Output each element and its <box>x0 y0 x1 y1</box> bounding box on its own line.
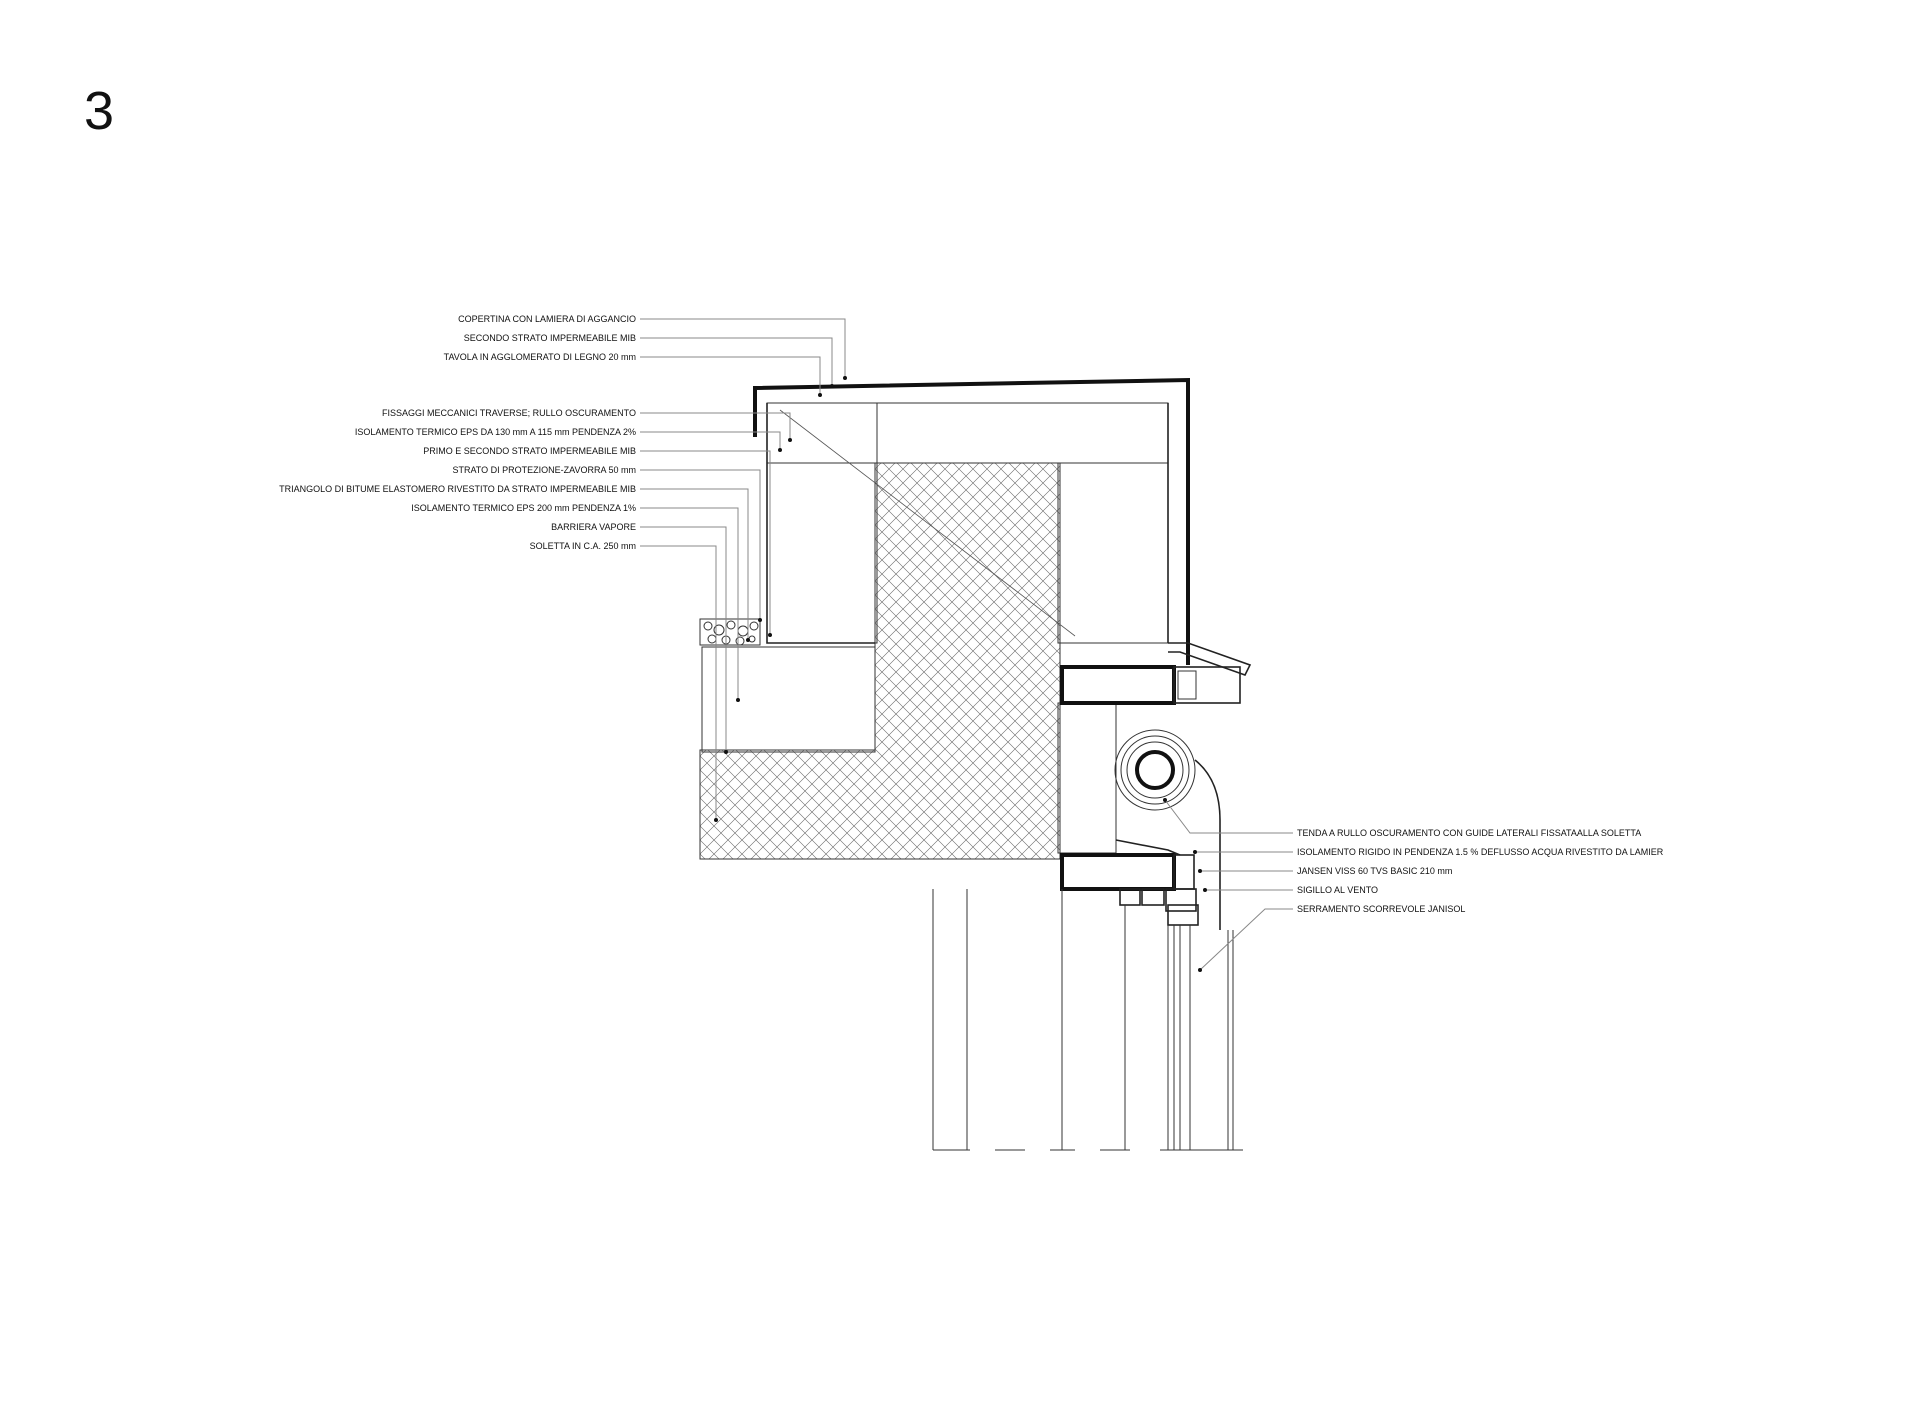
label-barriera-vapore: BARRIERA VAPORE <box>551 522 636 532</box>
label-tavola: TAVOLA IN AGGLOMERATO DI LEGNO 20 mm <box>443 352 636 362</box>
label-secondo-strato: SECONDO STRATO IMPERMEABILE MIB <box>463 333 636 343</box>
label-jansen-viss: JANSEN VISS 60 TVS BASIC 210 mm <box>1297 866 1453 876</box>
label-zavorra: STRATO DI PROTEZIONE-ZAVORRA 50 mm <box>452 465 636 475</box>
label-primo-secondo-strato: PRIMO E SECONDO STRATO IMPERMEABILE MIB <box>423 446 636 456</box>
left-labels <box>279 314 636 551</box>
label-triangolo-bitume: TRIANGOLO DI BITUME ELASTOMERO RIVESTITO DA STRATO IMPERMEABILE MIB <box>279 484 636 494</box>
label-isolamento-eps-130: ISOLAMENTO TERMICO EPS DA 130 mm A 115 mm PENDENZA 2% <box>354 427 636 437</box>
drip-flashing <box>1168 643 1250 675</box>
window-sill-profile <box>1062 840 1194 889</box>
roller-blind-drum <box>1115 730 1220 930</box>
roof-insulation <box>702 647 875 752</box>
left-leaders <box>640 319 847 822</box>
label-isolamento-rigido: ISOLAMENTO RIGIDO IN PENDENZA 1.5 % DEFLUSSO ACQUA RIVESTITO DA LAMIER <box>1297 847 1664 857</box>
label-fissaggi: FISSAGGI MECCANICI TRAVERSE; RULLO OSCURAMENTO <box>381 408 636 418</box>
concrete-slab <box>700 463 1060 859</box>
top-insulation <box>767 403 1168 463</box>
gravel-ballast <box>700 619 760 645</box>
label-copertina: COPERTINA CON LAMIERA DI AGGANCIO <box>458 314 636 324</box>
sheet-number: 3 <box>84 81 115 141</box>
window-head-profile <box>1062 667 1240 703</box>
label-serramento-janisol: SERRAMENTO SCORREVOLE JANISOL <box>1297 904 1466 914</box>
label-sigillo-vento: SIGILLO AL VENTO <box>1297 885 1379 895</box>
label-soletta: SOLETTA IN C.A. 250 mm <box>529 541 636 551</box>
label-tenda-rullo: TENDA A RULLO OSCURAMENTO CON GUIDE LATERALI FISSATAALLA SOLETTA <box>1297 828 1642 838</box>
janisol-window-frame <box>1120 889 1198 925</box>
label-isolamento-eps-200: ISOLAMENTO TERMICO EPS 200 mm PENDENZA 1% <box>411 503 636 513</box>
elevation-lines <box>933 889 1243 1150</box>
right-labels <box>1297 828 1664 914</box>
